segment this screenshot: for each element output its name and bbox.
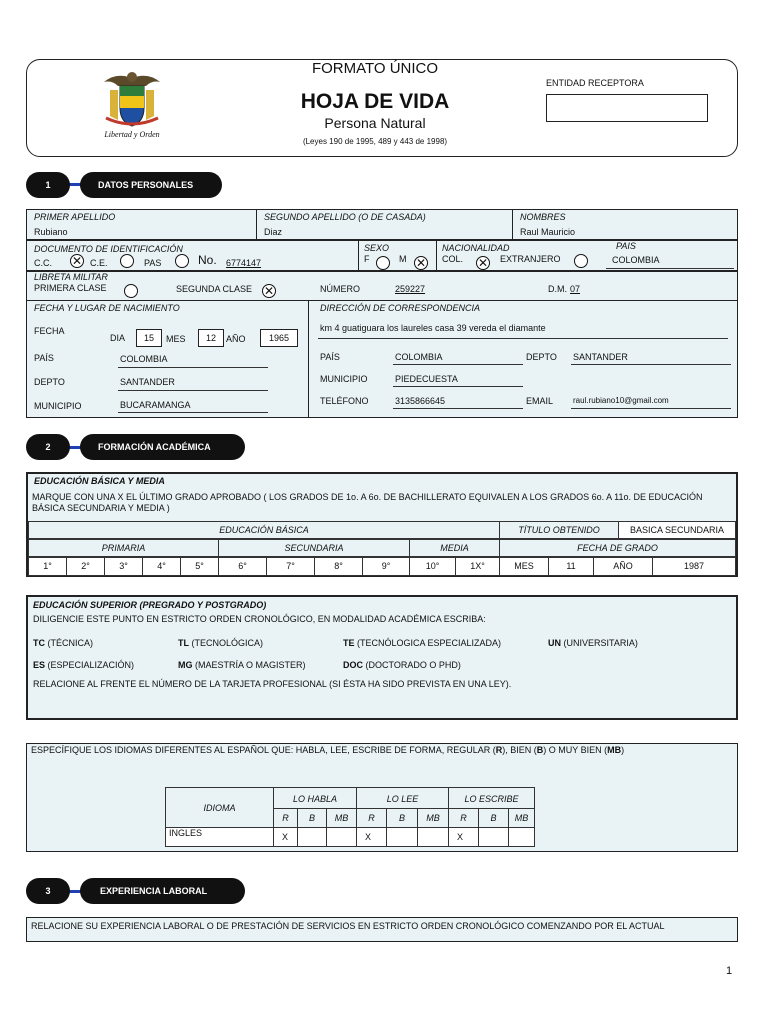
depto-dir-label: DEPTO (526, 352, 557, 362)
doc-number-value[interactable]: 6774147 (226, 258, 262, 268)
section3-title-pill (80, 878, 245, 904)
idiomas-intro-b: ), BIEN ( (502, 745, 537, 755)
section1-number: 1 (45, 180, 51, 190)
grade-cell[interactable]: 10° (409, 557, 456, 576)
divider-4 (436, 240, 437, 271)
entidad-receptora-label: ENTIDAD RECEPTORA (546, 78, 644, 88)
depto-nac-value[interactable]: SANTANDER (120, 377, 175, 387)
telefono-value[interactable]: 3135866645 (395, 396, 446, 406)
email-underline (571, 408, 731, 409)
idiomas-r: R (495, 745, 503, 755)
mod-tc-desc: (TÉCNICA) (45, 638, 93, 648)
idioma-subheader-cell: MB (417, 808, 449, 828)
idiomas-intro-c: ) O MUY BIEN ( (543, 745, 608, 755)
mod-un-code: UN (548, 638, 561, 648)
telefono-underline (393, 408, 523, 409)
mes-value[interactable]: 12 (198, 329, 224, 347)
idioma-mark-cell[interactable]: X (448, 827, 479, 847)
coat-of-arms-logo (96, 68, 168, 142)
mod-tl-code: TL (178, 638, 189, 648)
dia-label: DIA (110, 333, 126, 343)
mod-un-desc: (UNIVERSITARIA) (561, 638, 638, 648)
nombres-value[interactable]: Raul Mauricio (520, 227, 576, 237)
idioma-subheader-cell: MB (326, 808, 357, 828)
pais-nac-label: PAÍS (34, 353, 54, 363)
pais-underline (606, 268, 734, 269)
media-label: MEDIA (440, 543, 469, 553)
pais-nac-value[interactable]: COLOMBIA (120, 354, 168, 364)
extranjero-label: EXTRANJERO (500, 254, 561, 264)
pas-checkbox[interactable] (175, 254, 189, 268)
municipio-dir-underline (393, 386, 523, 387)
dia-value[interactable]: 15 (136, 329, 162, 347)
titulo-obtenido-label: TÍTULO OBTENIDO (518, 525, 600, 535)
logo-caption: Libertad y Orden (104, 130, 160, 139)
depto-nac-label: DEPTO (34, 377, 65, 387)
fecha-label: FECHA (34, 326, 65, 336)
idiomas-b: B (536, 745, 544, 755)
tarjeta-text: RELACIONE AL FRENTE EL NÚMERO DE LA TARJETA PROFESIONAL (SI ÉSTA HA SIDO PREVISTA EN UNA LEY). (33, 679, 512, 689)
idiomas-mb: MB (607, 745, 622, 755)
municipio-nac-label: MUNICIPIO (34, 401, 82, 411)
section2-number-pill (26, 434, 70, 460)
mod-te-desc: (TECNÓLOGICA ESPECIALIZADA) (354, 638, 502, 648)
idiomas-intro (31, 745, 624, 756)
idioma-subheader-cell: R (273, 808, 298, 828)
numero-value[interactable]: 259227 (395, 284, 426, 294)
sexo-m-checkbox-checked[interactable]: ✕ (415, 256, 427, 270)
grade-cell[interactable]: 9° (362, 557, 410, 576)
pais-nac-underline (118, 367, 268, 368)
mod-mg-code: MG (178, 660, 193, 670)
grade-cell[interactable]: 3° (104, 557, 143, 576)
divider-3 (358, 240, 359, 271)
numero-label: NÚMERO (320, 284, 360, 294)
idioma-subheader-cell: B (297, 808, 327, 828)
grade-cell[interactable]: 1° (28, 557, 67, 576)
idioma-mark-cell[interactable] (326, 827, 357, 847)
primera-clase-label: PRIMERA CLASE (34, 283, 107, 293)
divider-1 (256, 209, 257, 240)
mod-doc (343, 660, 461, 671)
depto-dir-value[interactable]: SANTANDER (573, 352, 628, 362)
mod-es-code: ES (33, 660, 46, 670)
idioma-subheader-cell: MB (508, 808, 535, 828)
section3-number: 3 (45, 886, 51, 896)
cc-checkbox-checked[interactable]: ✕ (71, 254, 83, 268)
leyes-text: (Leyes 190 de 1995, 489 y 443 de 1998) (302, 137, 448, 146)
grade-cell[interactable]: 8° (314, 557, 363, 576)
lo-lee-label: LO LEE (386, 794, 419, 804)
section2-number: 2 (45, 442, 51, 452)
page-title: HOJA DE VIDA (300, 90, 450, 113)
municipio-nac-underline (118, 412, 268, 413)
anio-label: AÑO (226, 334, 246, 344)
cc-label: C.C. (34, 258, 52, 268)
lo-habla-label: LO HABLA (292, 794, 338, 804)
idioma-subheader-cell: R (448, 808, 479, 828)
direccion-value[interactable]: km 4 guatiguara los laureles casa 39 vereda el diamante (320, 323, 546, 333)
edu-basica-label: EDUCACIÓN BÁSICA (219, 525, 309, 535)
mod-es (33, 660, 134, 671)
pas-label: PAS (144, 258, 162, 268)
idioma-mark-cell[interactable]: X (273, 827, 298, 847)
section3-title: EXPERIENCIA LABORAL (100, 886, 208, 896)
pais-dir-label: PAÍS (320, 352, 340, 362)
fecha-grado-label: FECHA DE GRADO (577, 543, 658, 553)
mod-es-desc: (ESPECIALIZACIÓN) (45, 660, 135, 670)
basica-text: MARQUE CON UNA X EL ÚLTIMO GRADO APROBADO ( LOS GRADOS DE 1o. A 6o. DE BACHILLERATO EQUIVALEN A LOS GRADOS 6o. A 11o. DE EDUCACIÓN BÁSICA SECUNDARIA Y MEDIA ) (32, 492, 703, 513)
segunda-clase-label: SEGUNDA CLASE (176, 284, 253, 294)
idiomas-intro-a: ESPECÍFIQUE LOS IDIOMAS DIFERENTES AL ESPAÑOL QUE: HABLA, LEE, ESCRIBE DE FORMA, REGULAR ( (31, 745, 496, 755)
municipio-dir-label: MUNICIPIO (320, 374, 368, 384)
grado-anio-label: AÑO (613, 561, 633, 571)
fecha-lugar-label: FECHA Y LUGAR DE NACIMIENTO (34, 303, 180, 313)
grade-cell[interactable]: 1X° (455, 557, 500, 576)
idioma-mark-cell[interactable]: X (356, 827, 387, 847)
segunda-clase-checkbox-checked[interactable]: ✕ (263, 284, 275, 298)
grade-cell[interactable]: 2° (66, 557, 105, 576)
primera-clase-checkbox[interactable] (124, 284, 138, 298)
pais-value[interactable]: COLOMBIA (612, 255, 660, 265)
mod-tc-code: TC (33, 638, 45, 648)
superior-title: EDUCACIÓN SUPERIOR (PREGRADO Y POSTGRADO) (33, 600, 267, 610)
municipio-nac-value[interactable]: BUCARAMANGA (120, 400, 191, 410)
municipio-dir-value[interactable]: PIEDECUESTA (395, 374, 458, 384)
formato-unico-text: FORMATO ÚNICO (311, 60, 439, 77)
idioma-mark-cell[interactable] (386, 827, 418, 847)
sexo-f-label: F (364, 254, 370, 264)
section2-title: FORMACIÓN ACADÉMICA (98, 442, 211, 452)
idioma-subheader-cell: R (356, 808, 387, 828)
section3-number-pill (26, 878, 70, 904)
libreta-label: LIBRETA MILITAR (34, 272, 108, 282)
nombres-label: NOMBRES (520, 212, 566, 222)
grado-mes-label: MES (514, 561, 534, 571)
primaria-label: PRIMARIA (101, 543, 146, 553)
email-label: EMAIL (526, 396, 554, 406)
pais-dir-value[interactable]: COLOMBIA (395, 352, 443, 362)
mod-mg-desc: (MAESTRÍA O MAGISTER) (192, 660, 306, 670)
dm-value[interactable]: 07 (570, 284, 581, 294)
idiomas-intro-d: ) (621, 745, 625, 755)
superior-text: DILIGENCIE ESTE PUNTO EN ESTRICTO ORDEN CRONOLÓGICO, EN MODALIDAD ACADÉMICA ESCRIBA: (33, 614, 486, 624)
doc-no-label: No. (198, 253, 217, 267)
pais-dir-underline (393, 364, 523, 365)
dm-label: D.M. (548, 284, 567, 294)
segundo-apellido-value[interactable]: Diaz (264, 227, 283, 237)
grade-cell[interactable]: 7° (266, 557, 315, 576)
idioma-subheader-cell: B (478, 808, 509, 828)
experiencia-text: RELACIONE SU EXPERIENCIA LABORAL O DE PRESTACIÓN DE SERVICIOS EN ESTRICTO ORDEN CRONOLÓGICO COMENZANDO POR EL ACTUAL (31, 921, 665, 931)
email-value[interactable]: raul.rubiano10@gmail.com (573, 396, 669, 405)
sexo-m-label: M (399, 254, 407, 264)
extranjero-checkbox[interactable] (574, 254, 588, 268)
sexo-f-checkbox[interactable] (376, 256, 390, 270)
idioma-mark-cell[interactable] (478, 827, 509, 847)
telefono-label: TELÉFONO (320, 396, 369, 406)
segundo-apellido-label: SEGUNDO APELLIDO (O DE CASADA) (264, 212, 426, 222)
section1-number-pill (26, 172, 70, 198)
documento-label: DOCUMENTO DE IDENTIFICACIÓN (34, 244, 183, 254)
depto-dir-underline (571, 364, 731, 365)
section2-title-pill (80, 434, 245, 460)
mod-un (548, 638, 638, 649)
anio-value[interactable]: 1965 (260, 329, 298, 347)
mod-doc-code: DOC (343, 660, 363, 670)
mod-doc-desc: (DOCTORADO O PHD) (363, 660, 461, 670)
col-checkbox-checked[interactable]: ✕ (477, 256, 489, 270)
grade-cell[interactable]: 5° (180, 557, 219, 576)
titulo-obtenido-value[interactable]: BASICA SECUNDARIA (629, 525, 725, 535)
ce-label: C.E. (90, 258, 108, 268)
idioma-row-name[interactable]: INGLES (169, 828, 203, 838)
col-label: COL. (442, 254, 464, 264)
mod-te-code: TE (343, 638, 355, 648)
idioma-subheader-cell: B (386, 808, 418, 828)
persona-natural-text: Persona Natural (324, 115, 426, 131)
mod-tc (33, 638, 93, 649)
mod-te (343, 638, 501, 649)
nacionalidad-label: NACIONALIDAD (442, 243, 510, 253)
divider-5 (308, 301, 309, 418)
grade-cell[interactable]: 6° (218, 557, 267, 576)
pais-label: PAIS (616, 241, 636, 251)
section1-title-pill (80, 172, 222, 198)
divider-2 (512, 209, 513, 240)
direccion-underline (318, 338, 728, 339)
mod-mg (178, 660, 306, 671)
mes-label: MES (166, 334, 186, 344)
direccion-label: DIRECCIÓN DE CORRESPONDENCIA (320, 303, 481, 313)
grade-cell[interactable]: 4° (142, 557, 181, 576)
page-number: 1 (726, 965, 733, 977)
ce-checkbox[interactable] (120, 254, 134, 268)
depto-nac-underline (118, 390, 268, 391)
idioma-mark-cell[interactable] (297, 827, 327, 847)
basica-title: EDUCACIÓN BÁSICA Y MEDIA (34, 476, 165, 486)
eagle-shield-icon (96, 68, 168, 130)
grado-anio-value[interactable]: 1987 (683, 561, 705, 571)
primer-apellido-label: PRIMER APELLIDO (34, 212, 116, 222)
section1-title: DATOS PERSONALES (98, 180, 194, 190)
mod-tl-desc: (TECNOLÓGICA) (189, 638, 264, 648)
sexo-label: SEXO (364, 243, 390, 253)
primer-apellido-value[interactable]: Rubiano (34, 227, 68, 237)
idioma-mark-cell[interactable] (508, 827, 535, 847)
idioma-mark-cell[interactable] (417, 827, 449, 847)
grado-mes-value[interactable]: 11 (566, 561, 576, 571)
lo-escribe-label: LO ESCRIBE (464, 794, 519, 804)
idioma-label: IDIOMA (203, 803, 236, 813)
entidad-receptora-field[interactable] (546, 94, 708, 122)
mod-tl (178, 638, 263, 649)
secundaria-label: SECUNDARIA (284, 543, 344, 553)
